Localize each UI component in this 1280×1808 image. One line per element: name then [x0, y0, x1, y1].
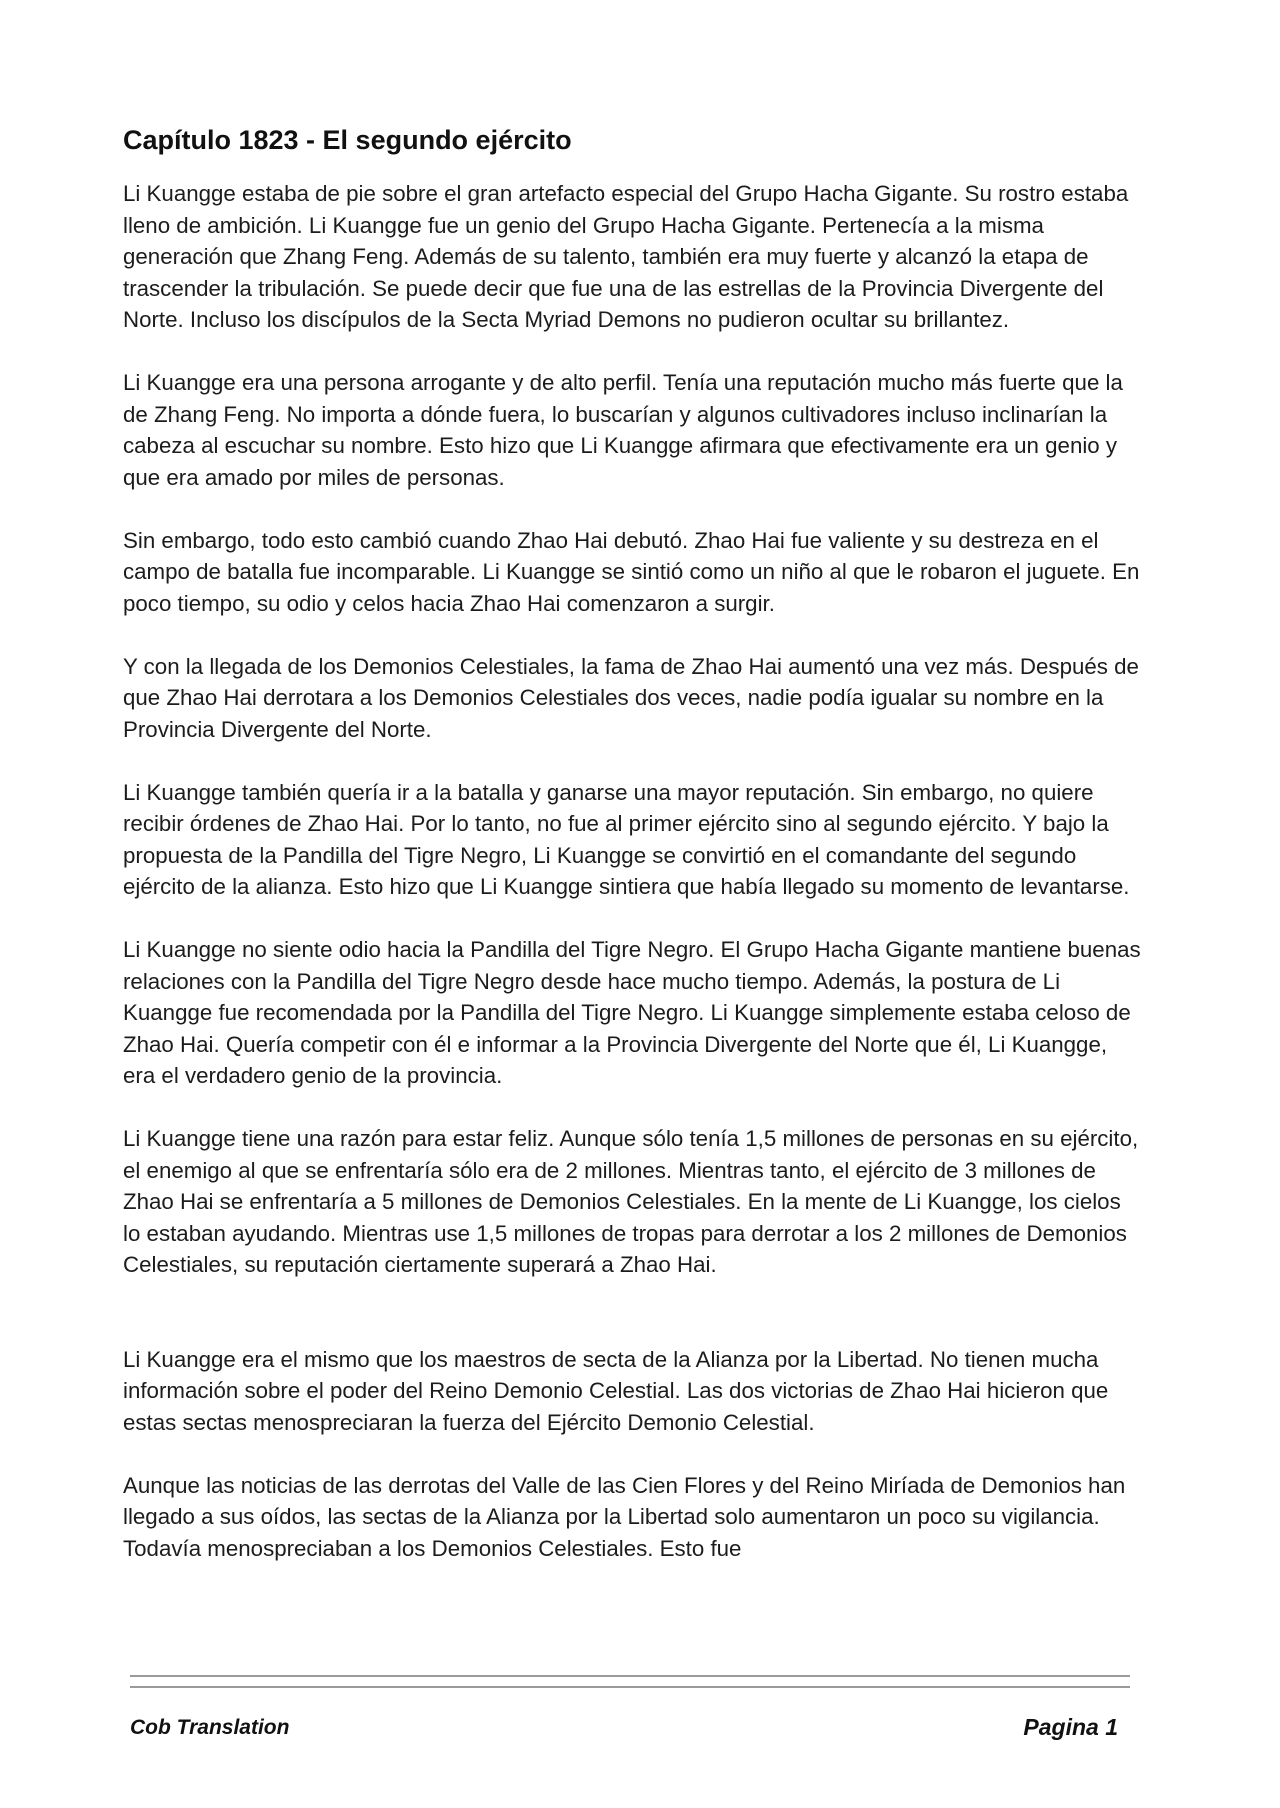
footer-divider-top	[130, 1675, 1130, 1677]
page-content	[123, 122, 1143, 1596]
paragraph-9: Aunque las noticias de las derrotas del Valle de las Cien Flores y del Reino Miríada de Demonios han llegado a sus oídos, las sectas de la Alianza por la Libertad solo aumentaron un poco su vigilancia. Todavía menospreciaban a los Demonios Celestiales. Esto fue	[123, 1472, 1126, 1561]
paragraph-4: Y con la llegada de los Demonios Celestiales, la fama de Zhao Hai aumentó una vez más. Después de que Zhao Hai derrotara a los Demonios Celestiales dos veces, nadie podía igualar su nombre en la Provincia Divergente del Norte.	[123, 653, 1139, 742]
paragraph-5: Li Kuangge también quería ir a la batalla y ganarse una mayor reputación. Sin embargo, no quiere recibir órdenes de Zhao Hai. Por lo tanto, no fue al primer ejército sino al segundo ejército. Y bajo la propuesta de la Pandilla del Tigre Negro, Li Kuangge se convirtió en el comandante del segundo ejército de la alianza. Esto hizo que Li Kuangge sintiera que había llegado su momento de levantarse.	[123, 779, 1130, 899]
footer-page-number: Pagina 1	[1023, 1714, 1118, 1740]
paragraph-7: Li Kuangge tiene una razón para estar feliz. Aunque sólo tenía 1,5 millones de personas en su ejército, el enemigo al que se enfrentaría sólo era de 2 millones. Mientras tanto, el ejército de 3 millones de Zhao Hai se enfrentaría a 5 millones de Demonios Celestiales. En la mente de Li Kuangge, los cielos lo estaban ayudando. Mientras use 1,5 millones de tropas para derrotar a los 2 millones de Demonios Celestiales, su reputación ciertamente superará a Zhao Hai.	[123, 1126, 1139, 1277]
footer-translator-credit: Cob Translation	[130, 1716, 290, 1739]
paragraph-1: Li Kuangge estaba de pie sobre el gran artefacto especial del Grupo Hacha Gigante. Su rostro estaba lleno de ambición. Li Kuangge fue un genio del Grupo Hacha Gigante. Pertenecía a la misma generación que Zhang Feng. Además de su talento, también era muy fuerte y alcanzó la etapa de trascender la tribulación. Se puede decir que fue una de las estrellas de la Provincia Divergente del Norte. Incluso los discípulos de la Secta Myriad Demons no pudieron ocultar su brillantez.	[123, 181, 1129, 332]
paragraph-2: Li Kuangge era una persona arrogante y de alto perfil. Tenía una reputación mucho más fuerte que la de Zhang Feng. No importa a dónde fuera, lo buscarían y algunos cultivadores incluso inclinarían la cabeza al escuchar su nombre. Esto hizo que Li Kuangge afirmara que efectivamente era un genio y que era amado por miles de personas.	[123, 370, 1123, 490]
chapter-title: Capítulo 1823 - El segundo ejército	[123, 125, 572, 155]
paragraph-8: Li Kuangge era el mismo que los maestros de secta de la Alianza por la Libertad. No tienen mucha información sobre el poder del Reino Demonio Celestial. Las dos victorias de Zhao Hai hicieron que estas sectas menospreciaran la fuerza del Ejército Demonio Celestial.	[123, 1346, 1109, 1435]
footer-divider-bottom	[130, 1686, 1130, 1688]
paragraph-6: Li Kuangge no siente odio hacia la Pandilla del Tigre Negro. El Grupo Hacha Gigante mantiene buenas relaciones con la Pandilla del Tigre Negro desde hace mucho tiempo. Además, la postura de Li Kuangge fue recomendada por la Pandilla del Tigre Negro. Li Kuangge simplemente estaba celoso de Zhao Hai. Quería competir con él e informar a la Provincia Divergente del Norte que él, Li Kuangge, era el verdadero genio de la provincia.	[123, 937, 1141, 1088]
paragraph-3: Sin embargo, todo esto cambió cuando Zhao Hai debutó. Zhao Hai fue valiente y su destreza en el campo de batalla fue incomparable. Li Kuangge se sintió como un niño al que le robaron el juguete. En poco tiempo, su odio y celos hacia Zhao Hai comenzaron a surgir.	[123, 527, 1140, 616]
